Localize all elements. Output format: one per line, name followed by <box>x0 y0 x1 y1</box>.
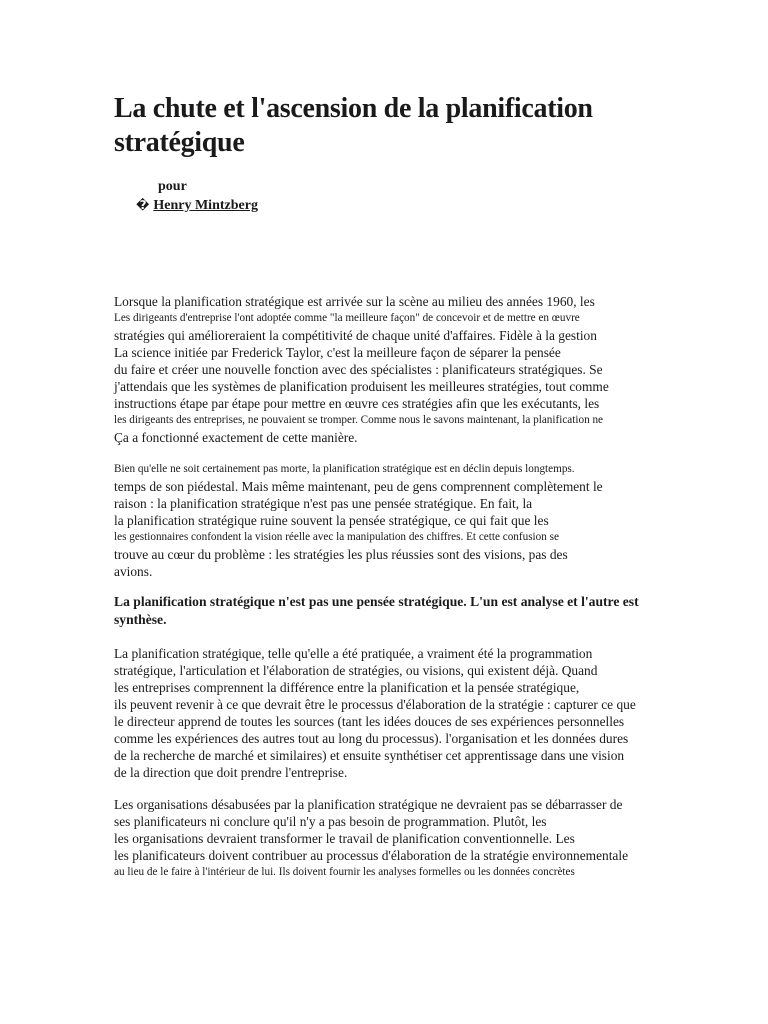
text-line: comme les expériences des autres tout au long du processus). l'organisation et les données dures <box>114 731 629 746</box>
paragraph <box>114 461 634 580</box>
text-line: j'attendais que les systèmes de planification produisent les meilleures stratégies, tout comme <box>114 379 609 394</box>
text-line: du faire et créer une nouvelle fonction avec des spécialistes : planificateurs stratégiques. Se <box>114 362 603 377</box>
text-line: La science initiée par Frederick Taylor, c'est la meilleure façon de séparer la pensée <box>114 345 561 360</box>
text-line: la planification stratégique ruine souvent la pensée stratégique, ce qui fait que les <box>114 513 549 528</box>
text-line: le directeur apprend de toutes les sources (tant les idées douces de ses expériences personnelles <box>114 714 625 729</box>
text-line: temps de son piédestal. Mais même maintenant, peu de gens comprennent complètement le <box>114 479 603 494</box>
text-line: instructions étape par étape pour mettre en œuvre ces stratégies afin que les exécutants, les <box>114 396 600 411</box>
text-line: les organisations devraient transformer le travail de planification conventionnelle. Les <box>114 831 575 846</box>
text-line: Les dirigeants d'entreprise l'ont adoptée comme "la meilleure façon" de concevoir et de mettre en œuvre <box>114 312 580 324</box>
text-line: raison : la planification stratégique n'est pas une pensée stratégique. En fait, la <box>114 496 533 511</box>
text-line: de la direction que doit prendre l'entreprise. <box>114 765 348 780</box>
text-line: Les organisations désabusées par la planification stratégique ne devraient pas se débarrasser de <box>114 797 623 812</box>
text-line: Ça a fonctionné exactement de cette manière. <box>114 430 358 445</box>
text-line: au lieu de le faire à l'intérieur de lui. Ils doivent fournir les analyses formelles ou les données concrètes <box>114 866 575 878</box>
text-line: Lorsque la planification stratégique est arrivée sur la scène au milieu des années 1960, les <box>114 294 595 309</box>
paragraph <box>114 645 634 781</box>
text-line: de la recherche de marché et similaires) et ensuite synthétiser cet apprentissage dans une vision <box>114 748 625 763</box>
title-line: La chute et l'ascension de la planification <box>114 93 593 124</box>
text-line: les gestionnaires confondent la vision réelle avec la manipulation des chiffres. Et cette confusion se <box>114 531 559 543</box>
pull-quote <box>114 593 639 629</box>
text-line: les dirigeants des entreprises, ne pouvaient se tromper. Comme nous le savons maintenant, la planification ne <box>114 414 604 426</box>
text-line: synthèse. <box>114 612 167 627</box>
byline <box>136 178 270 215</box>
text-line: trouve au cœur du problème : les stratégies les plus réussies sont des visions, pas des <box>114 547 568 562</box>
paragraph <box>114 293 634 446</box>
text-line: La planification stratégique n'est pas une pensée stratégique. L'un est analyse et l'autre est <box>114 594 639 609</box>
page-title <box>114 92 634 160</box>
text-line: les entreprises comprennent la différence entre la planification et la pensée stratégique, <box>114 680 580 695</box>
text-line: ils peuvent revenir à ce que devrait être le processus d'élaboration de la stratégie : capturer ce que <box>114 697 636 712</box>
title-line: stratégique <box>114 127 245 158</box>
paragraph <box>114 796 634 881</box>
text-line: stratégies qui amélioreraient la compétitivité de chaque unité d'affaires. Fidèle à la gestion <box>114 328 597 343</box>
author-link[interactable]: Henry Mintzberg <box>153 198 258 213</box>
text-line: La planification stratégique, telle qu'elle a été pratiquée, a vraiment été la programmation <box>114 646 593 661</box>
byline-author-row <box>136 196 270 215</box>
text-line: avions. <box>114 564 153 579</box>
text-line: stratégique, l'articulation et l'élaboration de stratégies, ou visions, qui existent déjà. Quand <box>114 663 598 678</box>
text-line: les planificateurs doivent contribuer au processus d'élaboration de la stratégie environnementale <box>114 848 629 863</box>
byline-pour: pour <box>158 179 187 194</box>
text-line: Bien qu'elle ne soit certainement pas morte, la planification stratégique est en déclin depuis longtemps. <box>114 463 575 475</box>
missing-glyph-icon: � <box>136 198 150 212</box>
text-line: ses planificateurs ni conclure qu'il n'y a pas besoin de programmation. Plutôt, les <box>114 814 547 829</box>
